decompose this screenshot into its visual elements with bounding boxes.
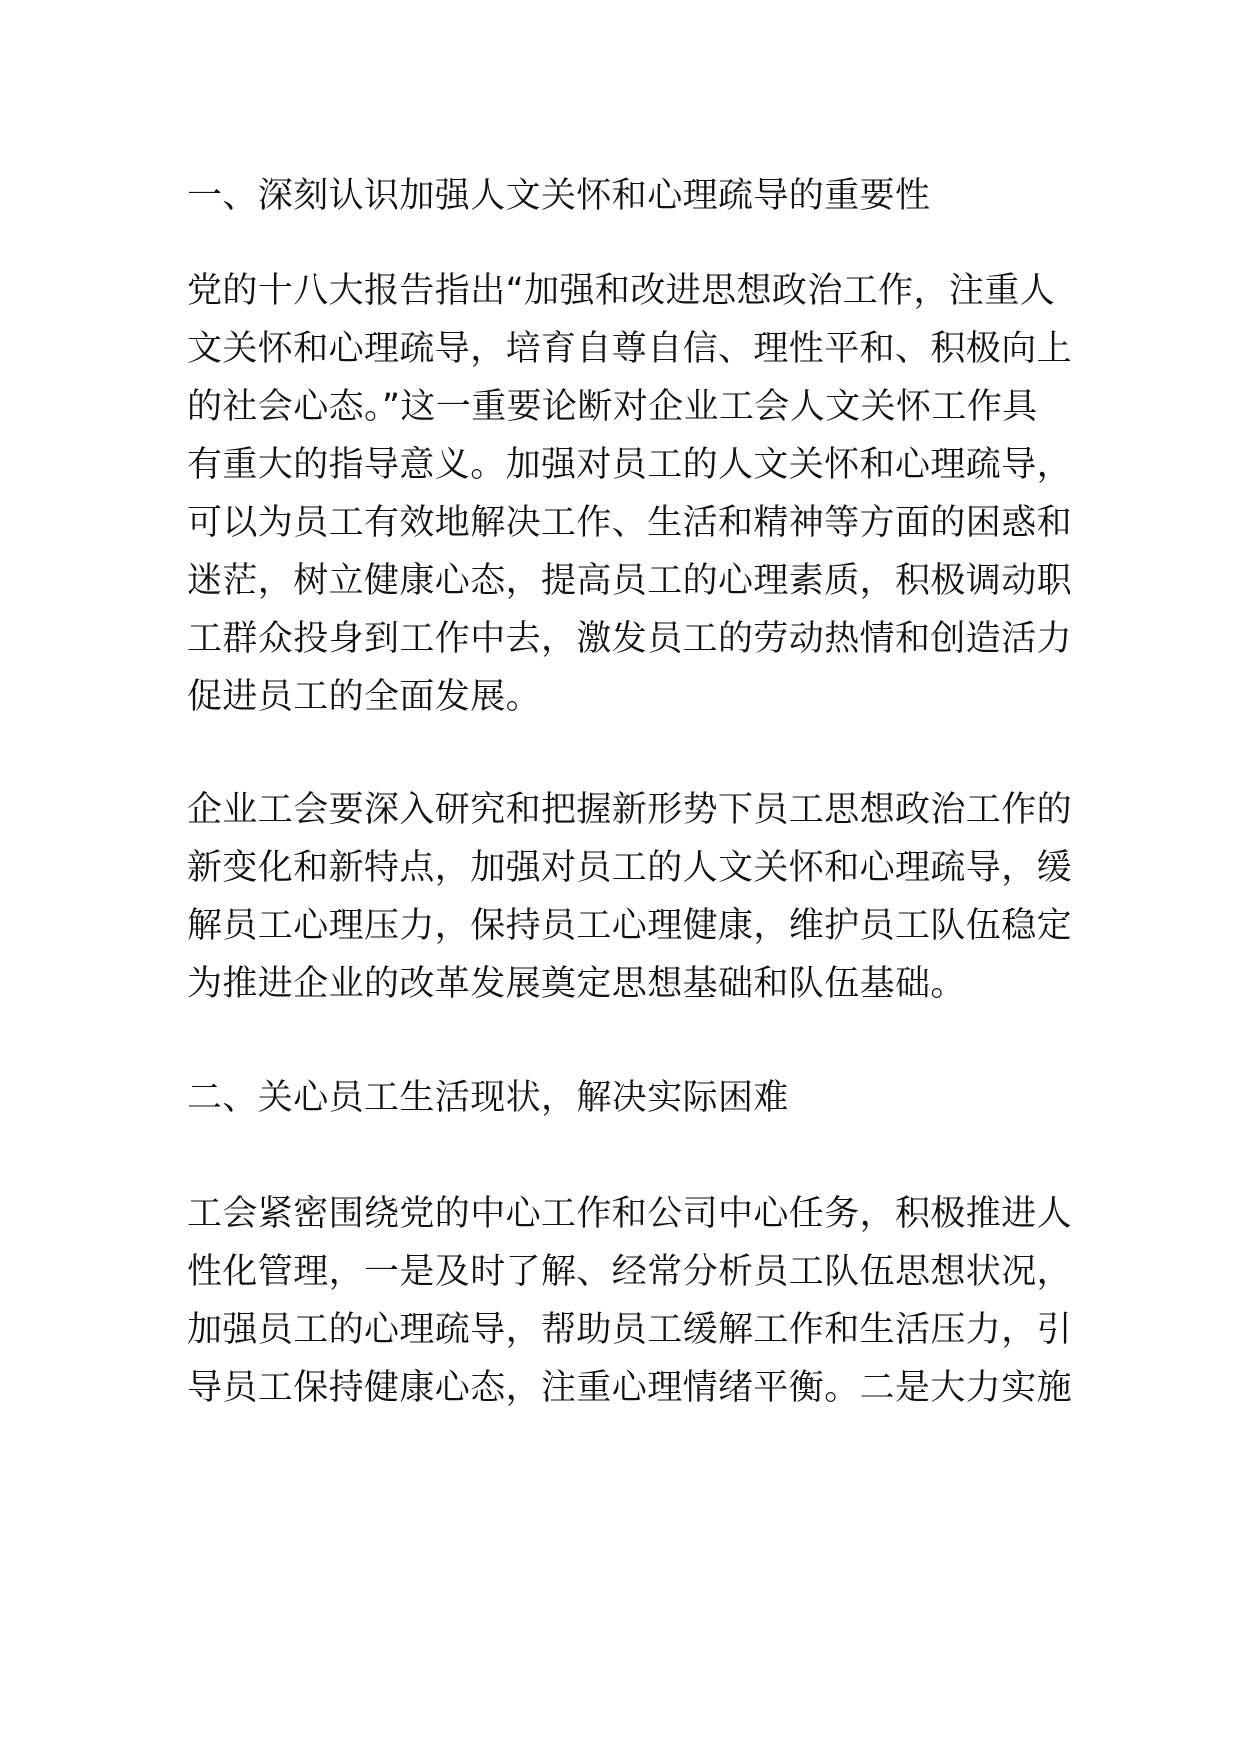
paragraph-line: 解员工心理压力，保持员工心理健康，维护员工队伍稳定 — [187, 906, 1073, 946]
paragraph-line: 促进员工的全面发展。 — [187, 677, 542, 717]
paragraph-line: 党的十八大报告指出“加强和改进思想政治工作，注重人 — [187, 271, 1056, 311]
paragraph-line: 加强员工的心理疏导，帮助员工缓解工作和生活压力，引 — [187, 1310, 1073, 1350]
section-heading-1: 一、深刻认识加强人文关怀和心理疏导的重要性 — [187, 176, 931, 216]
section-heading-2: 二、关心员工生活现状，解决实际困难 — [187, 1078, 789, 1118]
paragraph-line: 企业工会要深入研究和把握新形势下员工思想政治工作的 — [187, 790, 1073, 830]
paragraph-line: 迷茫，树立健康心态，提高员工的心理素质，积极调动职 — [187, 561, 1073, 601]
paragraph-line: 为推进企业的改革发展奠定思想基础和队伍基础。 — [187, 964, 966, 1004]
paragraph-line: 文关怀和心理疏导，培育自尊自信、理性平和、积极向上 — [187, 329, 1073, 369]
paragraph-line: 性化管理，一是及时了解、经常分析员工队伍思想状况， — [187, 1252, 1073, 1292]
paragraph-line: 有重大的指导意义。加强对员工的人文关怀和心理疏导， — [187, 445, 1073, 485]
paragraph-line: 导员工保持健康心态，注重心理情绪平衡。二是大力实施 — [187, 1368, 1073, 1408]
paragraph-line: 的社会心态。”这一重要论断对企业工会人文关怀工作具 — [187, 387, 1038, 427]
paragraph-line: 新变化和新特点，加强对员工的人文关怀和心理疏导，缓 — [187, 848, 1073, 888]
paragraph-line: 工群众投身到工作中去，激发员工的劳动热情和创造活力 — [187, 619, 1073, 659]
paragraph-line: 可以为员工有效地解决工作、生活和精神等方面的困惑和 — [187, 503, 1073, 543]
paragraph-line: 工会紧密围绕党的中心工作和公司中心任务，积极推进人 — [187, 1194, 1073, 1234]
